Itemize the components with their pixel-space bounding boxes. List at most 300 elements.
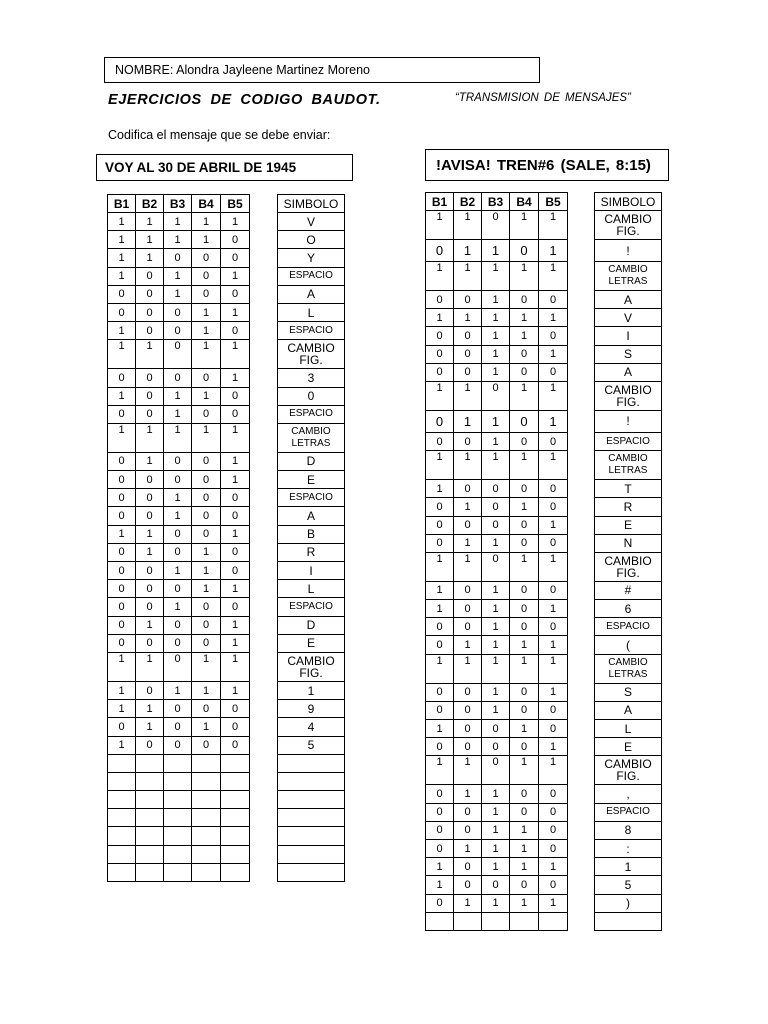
symbol-cell: A — [595, 291, 662, 309]
header-b3: B3 — [164, 195, 192, 213]
symbol-cell: CAMBIO FIG. — [595, 211, 662, 240]
header-b5: B5 — [221, 195, 250, 213]
symbol-cell — [595, 912, 662, 930]
bit-cell-b3: 1 — [482, 839, 510, 857]
bit-cell-b1 — [108, 809, 136, 827]
table-row — [108, 303, 250, 321]
table-row — [108, 213, 250, 231]
bit-cell-b3: 0 — [482, 738, 510, 756]
bit-cell-b2: 0 — [136, 322, 164, 340]
bit-cell-b3: 1 — [482, 262, 510, 291]
symbol-cell — [278, 809, 345, 827]
bit-cell-b5: 0 — [221, 562, 250, 580]
table-row — [426, 381, 568, 410]
symbol-cell: 1 — [595, 858, 662, 876]
bit-cell-b4: 1 — [510, 552, 539, 581]
table-row — [426, 240, 568, 262]
bit-cell-b2: 0 — [136, 285, 164, 303]
table-row — [278, 471, 345, 489]
table-row — [108, 543, 250, 561]
bit-cell-b5: 1 — [539, 738, 568, 756]
bit-cell-b5: 1 — [221, 267, 250, 285]
bit-cell-b2: 1 — [136, 231, 164, 249]
bit-cell-b2: 0 — [136, 681, 164, 699]
header-simbolo: SIMBOLO — [278, 195, 345, 213]
bit-cell-b1: 0 — [108, 405, 136, 423]
bit-cell-b2: 0 — [136, 736, 164, 754]
table-row — [595, 363, 662, 381]
symbol-cell: ESPACIO — [278, 598, 345, 616]
bit-cell-b1: 0 — [426, 345, 454, 363]
symbol-cell: A — [595, 363, 662, 381]
bit-cell-b3: 0 — [164, 580, 192, 598]
bit-cell-b3: 0 — [164, 736, 192, 754]
bit-cell-b4: 1 — [192, 322, 221, 340]
bit-cell-b4: 0 — [510, 581, 539, 599]
bit-cell-b1: 1 — [426, 211, 454, 240]
bit-cell-b1: 0 — [108, 616, 136, 634]
bit-cell-b4: 0 — [510, 363, 539, 381]
bit-cell-b4: 1 — [192, 213, 221, 231]
table-row — [426, 876, 568, 894]
bit-cell-b5: 0 — [539, 839, 568, 857]
symbol-cell: 5 — [278, 736, 345, 754]
table-row — [426, 211, 568, 240]
table-row — [426, 552, 568, 581]
table-row — [278, 543, 345, 561]
table-row — [278, 387, 345, 405]
symbol-cell: ESPACIO — [595, 618, 662, 636]
table-row — [426, 654, 568, 683]
symbol-cell: 8 — [595, 821, 662, 839]
bit-cell-b4: 0 — [192, 616, 221, 634]
bit-cell-b4: 1 — [510, 381, 539, 410]
bit-cell-b1: 0 — [108, 718, 136, 736]
table-row — [426, 327, 568, 345]
bit-cell-b3: 1 — [482, 618, 510, 636]
symbol-cell: ESPACIO — [595, 803, 662, 821]
bit-cell-b2: 0 — [454, 291, 482, 309]
bit-cell-b4: 1 — [192, 580, 221, 598]
symbol-cell: : — [595, 839, 662, 857]
bit-cell-b3 — [164, 845, 192, 863]
table-row — [108, 580, 250, 598]
bit-cell-b1: 1 — [108, 652, 136, 681]
bit-cell-b2: 0 — [454, 821, 482, 839]
table-row — [595, 618, 662, 636]
table-row — [278, 598, 345, 616]
bit-cell-b4 — [192, 754, 221, 772]
bit-cell-b2: 0 — [136, 369, 164, 387]
bit-cell-b5: 0 — [539, 498, 568, 516]
bit-cell-b3 — [164, 809, 192, 827]
bit-cell-b1: 0 — [426, 894, 454, 912]
table-row — [595, 581, 662, 599]
table-row — [595, 381, 662, 410]
bit-cell-b2: 0 — [136, 303, 164, 321]
table-row — [426, 701, 568, 719]
bit-cell-b2: 1 — [454, 839, 482, 857]
table-row — [426, 636, 568, 654]
bit-cell-b1 — [108, 791, 136, 809]
symbol-cell: 0 — [278, 387, 345, 405]
bit-cell-b3: 1 — [482, 803, 510, 821]
table-row — [595, 803, 662, 821]
bit-cell-b3: 0 — [482, 720, 510, 738]
table-row — [278, 754, 345, 772]
bit-cell-b2: 1 — [136, 340, 164, 369]
symbol-cell: 5 — [595, 876, 662, 894]
symbol-cell: CAMBIO FIG. — [278, 652, 345, 681]
bit-cell-b4: 0 — [510, 618, 539, 636]
bit-cell-b3: 1 — [482, 534, 510, 552]
symbol-cell: L — [278, 580, 345, 598]
bit-cell-b2: 0 — [454, 701, 482, 719]
bit-cell-b3: 1 — [164, 681, 192, 699]
bit-cell-b4: 1 — [192, 652, 221, 681]
symbol-cell: S — [595, 683, 662, 701]
bit-cell-b4: 0 — [510, 600, 539, 618]
table-row — [595, 701, 662, 719]
bit-cell-b5 — [221, 791, 250, 809]
bit-cell-b4: 0 — [510, 410, 539, 432]
symbol-cell: CAMBIO LETRAS — [278, 423, 345, 452]
bit-cell-b5: 1 — [539, 636, 568, 654]
bit-cell-b5: 0 — [221, 489, 250, 507]
bit-cell-b5 — [539, 912, 568, 930]
bit-cell-b5: 1 — [221, 423, 250, 452]
table-row — [278, 303, 345, 321]
bit-cell-b3: 1 — [482, 654, 510, 683]
bit-cell-b1: 0 — [108, 543, 136, 561]
bit-cell-b3: 0 — [164, 452, 192, 470]
bit-cell-b1: 1 — [426, 600, 454, 618]
bit-cell-b1: 0 — [108, 471, 136, 489]
bit-cell-b4: 0 — [192, 452, 221, 470]
table-row — [278, 369, 345, 387]
bit-cell-b1 — [108, 863, 136, 881]
header-b4: B4 — [192, 195, 221, 213]
table-row — [595, 858, 662, 876]
bit-cell-b2: 0 — [454, 858, 482, 876]
symbol-cell: V — [595, 309, 662, 327]
bit-cell-b3: 1 — [164, 213, 192, 231]
bit-cell-b5: 0 — [221, 718, 250, 736]
table-row — [108, 598, 250, 616]
bit-cell-b5: 0 — [539, 701, 568, 719]
table-row — [426, 839, 568, 857]
bit-cell-b5: 1 — [539, 654, 568, 683]
bit-cell-b3 — [164, 791, 192, 809]
table-row — [278, 525, 345, 543]
bit-cell-b2: 0 — [136, 507, 164, 525]
bit-cell-b5: 1 — [221, 681, 250, 699]
table-row — [108, 423, 250, 452]
bit-cell-b5: 1 — [221, 303, 250, 321]
bit-cell-b1: 1 — [426, 654, 454, 683]
bit-cell-b1: 1 — [108, 322, 136, 340]
message-1-box: VOY AL 30 DE ABRIL DE 1945 — [96, 154, 353, 181]
symbol-cell: CAMBIO FIG. — [595, 552, 662, 581]
symbol-cell: 6 — [595, 600, 662, 618]
table-row — [108, 369, 250, 387]
table2-symbols — [594, 192, 662, 931]
header-b1: B1 — [426, 193, 454, 211]
bit-cell-b3: 1 — [482, 821, 510, 839]
table-row — [108, 249, 250, 267]
bit-cell-b3: 1 — [482, 858, 510, 876]
bit-cell-b2 — [136, 791, 164, 809]
bit-cell-b1: 1 — [426, 480, 454, 498]
bit-cell-b5: 0 — [539, 363, 568, 381]
bit-cell-b5: 0 — [221, 507, 250, 525]
bit-cell-b5: 0 — [539, 432, 568, 450]
bit-cell-b2: 0 — [136, 387, 164, 405]
bit-cell-b5 — [221, 827, 250, 845]
bit-cell-b5 — [221, 863, 250, 881]
bit-cell-b1: 0 — [426, 683, 454, 701]
table-row — [278, 507, 345, 525]
bit-cell-b5 — [221, 772, 250, 790]
table-row — [595, 912, 662, 930]
table-row — [278, 809, 345, 827]
message-2-box: !AVISA! TREN#6 (SALE, 8:15) — [425, 149, 669, 181]
bit-cell-b4: 0 — [192, 634, 221, 652]
bit-cell-b2 — [454, 912, 482, 930]
bit-cell-b2: 0 — [136, 580, 164, 598]
bit-cell-b3: 0 — [482, 381, 510, 410]
bit-cell-b5: 0 — [221, 700, 250, 718]
bit-cell-b2: 1 — [454, 534, 482, 552]
bit-cell-b4: 1 — [510, 262, 539, 291]
bit-cell-b5: 1 — [221, 580, 250, 598]
table-row — [108, 616, 250, 634]
header-b2: B2 — [136, 195, 164, 213]
bit-cell-b1: 0 — [108, 489, 136, 507]
bit-cell-b1: 1 — [426, 381, 454, 410]
table-row — [278, 340, 345, 369]
bit-cell-b3: 0 — [164, 249, 192, 267]
symbol-cell: ( — [595, 636, 662, 654]
table-row — [426, 262, 568, 291]
bit-cell-b1: 1 — [108, 213, 136, 231]
bit-cell-b4: 0 — [510, 432, 539, 450]
bit-cell-b5: 1 — [539, 410, 568, 432]
table-row — [278, 827, 345, 845]
bit-cell-b4: 1 — [192, 543, 221, 561]
bit-cell-b3: 0 — [164, 340, 192, 369]
bit-cell-b2: 1 — [136, 249, 164, 267]
bit-cell-b1: 1 — [426, 309, 454, 327]
table-row — [278, 231, 345, 249]
bit-cell-b1: 0 — [108, 580, 136, 598]
bit-cell-b3: 0 — [482, 211, 510, 240]
bit-cell-b4: 0 — [510, 516, 539, 534]
bit-cell-b5: 0 — [221, 231, 250, 249]
symbol-cell: 9 — [278, 700, 345, 718]
symbol-cell: T — [595, 480, 662, 498]
bit-cell-b4: 0 — [192, 525, 221, 543]
table-row — [595, 534, 662, 552]
bit-cell-b2: 0 — [136, 598, 164, 616]
bit-cell-b3: 0 — [164, 303, 192, 321]
bit-cell-b4 — [192, 863, 221, 881]
bit-cell-b3 — [164, 863, 192, 881]
table-row — [108, 827, 250, 845]
table-row — [278, 772, 345, 790]
bit-cell-b2: 1 — [454, 894, 482, 912]
table-row — [108, 736, 250, 754]
table-row — [426, 683, 568, 701]
symbol-cell — [278, 754, 345, 772]
table-row — [595, 410, 662, 432]
bit-cell-b1: 0 — [108, 562, 136, 580]
bit-cell-b1: 0 — [426, 821, 454, 839]
bit-cell-b4: 0 — [192, 700, 221, 718]
table-row — [595, 451, 662, 480]
table-row — [278, 681, 345, 699]
bit-cell-b3: 1 — [482, 309, 510, 327]
table-row — [426, 600, 568, 618]
bit-cell-b1 — [108, 754, 136, 772]
symbol-cell: CAMBIO FIG. — [595, 381, 662, 410]
bit-cell-b4: 1 — [510, 821, 539, 839]
bit-cell-b3: 1 — [482, 363, 510, 381]
bit-cell-b2: 1 — [136, 718, 164, 736]
bit-cell-b3: 0 — [482, 756, 510, 785]
bit-cell-b5: 0 — [221, 736, 250, 754]
table-row — [595, 516, 662, 534]
bit-cell-b4 — [192, 791, 221, 809]
table-row — [108, 387, 250, 405]
bit-cell-b2: 0 — [454, 345, 482, 363]
bit-cell-b3: 1 — [482, 683, 510, 701]
bit-cell-b1: 0 — [426, 363, 454, 381]
bit-cell-b3: 0 — [164, 471, 192, 489]
bit-cell-b5: 1 — [539, 756, 568, 785]
bit-cell-b2: 1 — [454, 262, 482, 291]
bit-cell-b2: 0 — [136, 405, 164, 423]
bit-cell-b4: 1 — [510, 636, 539, 654]
bit-cell-b1: 1 — [426, 876, 454, 894]
table-row — [108, 452, 250, 470]
bit-cell-b1: 1 — [426, 581, 454, 599]
bit-cell-b4: 1 — [510, 858, 539, 876]
bit-cell-b1: 1 — [108, 525, 136, 543]
table-row — [595, 345, 662, 363]
bit-cell-b4: 1 — [192, 562, 221, 580]
bit-cell-b3: 1 — [482, 432, 510, 450]
table-row — [595, 240, 662, 262]
bit-cell-b4: 1 — [510, 839, 539, 857]
bit-cell-b5: 1 — [221, 525, 250, 543]
bit-cell-b2: 1 — [136, 652, 164, 681]
table-row — [595, 498, 662, 516]
table-row — [426, 803, 568, 821]
table-row — [278, 652, 345, 681]
table-row — [595, 309, 662, 327]
bit-cell-b3: 1 — [482, 410, 510, 432]
table-row — [595, 738, 662, 756]
symbol-cell: ESPACIO — [278, 489, 345, 507]
symbol-cell: R — [278, 543, 345, 561]
table-row — [108, 754, 250, 772]
table-row — [426, 912, 568, 930]
header-b5: B5 — [539, 193, 568, 211]
bit-cell-b4: 0 — [510, 701, 539, 719]
bit-cell-b2: 0 — [454, 876, 482, 894]
table-row — [278, 863, 345, 881]
bit-cell-b3: 0 — [164, 543, 192, 561]
bit-cell-b4: 1 — [510, 327, 539, 345]
table-row — [278, 736, 345, 754]
table-row — [108, 507, 250, 525]
table-row — [426, 291, 568, 309]
bit-cell-b5: 0 — [539, 581, 568, 599]
bit-cell-b5: 0 — [539, 720, 568, 738]
bit-cell-b1: 1 — [108, 267, 136, 285]
bit-cell-b4: 0 — [510, 480, 539, 498]
symbol-cell: ESPACIO — [278, 322, 345, 340]
table-row — [595, 894, 662, 912]
bit-cell-b3 — [164, 827, 192, 845]
bit-cell-b2: 1 — [136, 700, 164, 718]
bit-cell-b3: 1 — [482, 701, 510, 719]
table-row — [108, 471, 250, 489]
table-row — [595, 756, 662, 785]
bit-cell-b2: 1 — [454, 785, 482, 803]
bit-cell-b1: 1 — [108, 423, 136, 452]
bit-cell-b2: 1 — [454, 636, 482, 654]
symbol-cell: A — [278, 507, 345, 525]
table-row — [426, 432, 568, 450]
bit-cell-b3: 1 — [164, 507, 192, 525]
bit-cell-b3: 1 — [482, 636, 510, 654]
symbol-cell: 3 — [278, 369, 345, 387]
bit-cell-b1 — [108, 772, 136, 790]
symbol-cell: O — [278, 231, 345, 249]
symbol-cell: I — [595, 327, 662, 345]
symbol-cell: B — [278, 525, 345, 543]
table-row — [278, 616, 345, 634]
bit-cell-b4: 1 — [192, 340, 221, 369]
table-row — [595, 785, 662, 803]
bit-cell-b3: 1 — [482, 327, 510, 345]
bit-cell-b5: 1 — [539, 858, 568, 876]
instruction-text: Codifica el mensaje que se debe enviar: — [108, 128, 331, 142]
bit-cell-b1: 1 — [108, 681, 136, 699]
symbol-cell — [278, 845, 345, 863]
bit-cell-b5: 1 — [539, 600, 568, 618]
bit-cell-b1: 1 — [426, 756, 454, 785]
bit-cell-b3: 1 — [482, 345, 510, 363]
symbol-cell: , — [595, 785, 662, 803]
table-row — [108, 340, 250, 369]
bit-cell-b1: 1 — [426, 720, 454, 738]
bit-cell-b2: 1 — [454, 309, 482, 327]
bit-cell-b2: 0 — [454, 480, 482, 498]
table1-bits — [107, 194, 250, 882]
table-row — [595, 291, 662, 309]
bit-cell-b4: 1 — [192, 231, 221, 249]
bit-cell-b3: 1 — [482, 581, 510, 599]
bit-cell-b2: 0 — [136, 267, 164, 285]
table-row — [278, 249, 345, 267]
bit-cell-b4: 0 — [192, 285, 221, 303]
table-row — [108, 285, 250, 303]
symbol-cell: ) — [595, 894, 662, 912]
table-row — [108, 791, 250, 809]
